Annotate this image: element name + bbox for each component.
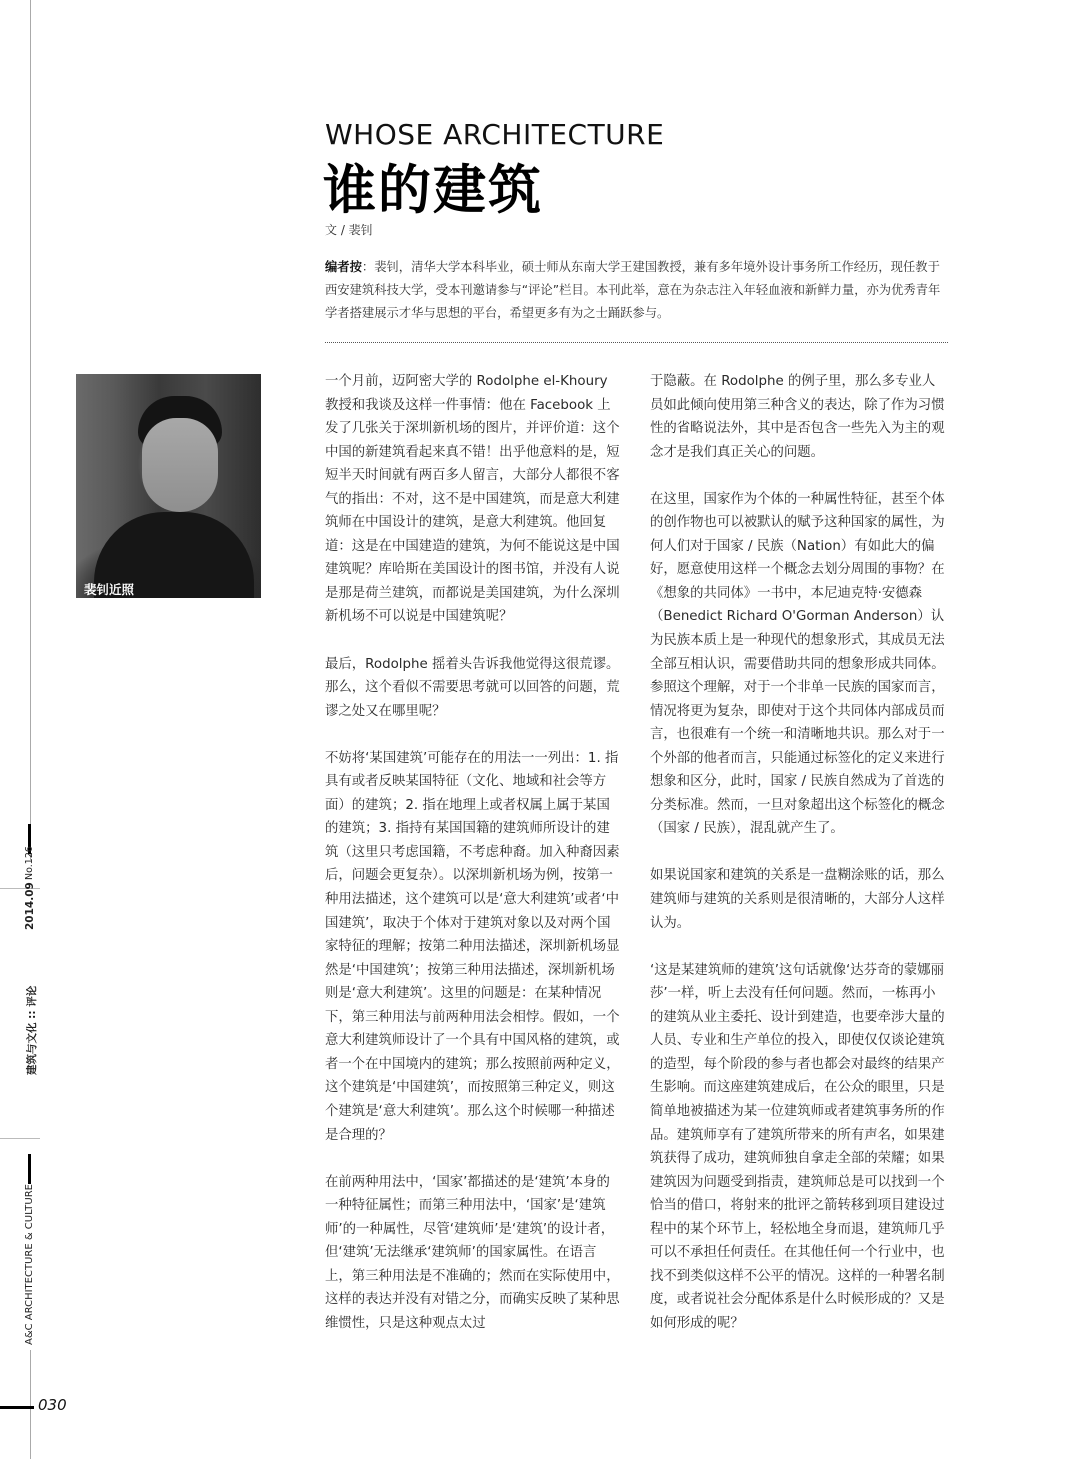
paragraph: 不妨将‘某国建筑’可能存在的用法一一列出：1. 指具有或者反映某国特征（文化、地域和社会等方面）的建筑；2. 指在地理上或者权属上属于某国的建筑；3. 指持有某国国籍的建筑师所设计的建筑（这里只考虑国籍，不考虑种裔。加入种裔因素后，问题会更复杂）。以深圳新机场为例，按第一种用法描述，这个建筑可以是‘意大利建筑’或者‘中国建筑’，取决于个体对于建筑对象以及对两个国家特征的理解；按第二种用法描述，深圳新机场显然是‘中国建筑’；按第三种用法描述，深圳新机场则是‘意大利建筑’。这里的问题是：在某种情况下，第三种用法与前两种用法会相悖。假如，一个意大利建筑师设计了一个具有中国风格的建筑，或者一个在中国境内的建筑；那么按照前两种定义，这个建筑是‘中国建筑’，而按照第三种定义，则这个建筑是‘意大利建筑’。那么这个时候哪一种描述是合理的？ <box>325 750 620 1143</box>
article-title-chinese: 谁的建筑 <box>323 160 543 221</box>
paragraph: 一个月前，迈阿密大学的 Rodolphe el-Khoury 教授和我谈及这样一件事情：他在 Facebook 上发了几张关于深圳新机场的图片，并评价道：这个中国的新建筑看起来真不错！出乎他意料的是，短短半天时间就有两百多人留言，大部分人都很不客气的指出：不对，这不是中国建筑，而是意大利建筑师在中国设计的建筑，是意大利建筑。他回复道：这是在中国建造的建筑，为何不能说这是中国建筑呢？库哈斯在美国设计的图书馆，并没有人说是那是荷兰建筑，而都说是美国建筑，为什么深圳新机场不可以说是中国建筑呢？ <box>325 374 620 625</box>
issue-number-label: No.126 <box>24 846 35 880</box>
paragraph: 如果说国家和建筑的关系是一盘糊涂账的话，那么建筑师与建筑的关系则是很清晰的，大部分人这样认为。 <box>650 868 945 931</box>
paragraph: 在前两种用法中，‘国家’都描述的是‘建筑’本身的一种特征属性；而第三种用法中，‘国家’是‘建筑师’的一种属性，尽管‘建筑师’是‘建筑’的设计者，但‘建筑’无法继承‘建筑师’的国家属性。在语言上，第三种用法是不准确的；然而在实际使用中，这样的表达并没有对错之分，而确实反映了某种思维惯性，只是这种观点太过 <box>325 1174 620 1331</box>
article-column-right <box>650 370 948 1335</box>
editor-note-label: 编者按 <box>325 260 362 274</box>
margin-line-top <box>30 0 31 860</box>
margin-rule <box>0 1138 40 1139</box>
dotted-divider <box>325 342 948 343</box>
article-column-left <box>325 370 623 1335</box>
page-number: 030 <box>38 1396 67 1414</box>
page-number-bar <box>0 1406 34 1409</box>
paragraph: 在这里，国家作为个体的一种属性特征，甚至个体的创作物也可以被默认的赋予这种国家的属性，为何人们对于国家 / 民族（Nation）有如此大的偏好，愿意使用这样一个概念去划分周围的事物？在《想象的共同体》一书中，本尼迪克特·安德森（Benedict Richard O'Gorman Anderson）认为民族本质上是一种现代的想象形式，其成员无法全部互相认识，需要借助共同的想象形成共同体。参照这个理解，对于一个非单一民族的国家而言，情况将更为复杂，即使对于这个共同体内部成员而言，也很难有一个统一和清晰地共识。那么对于一个外部的他者而言，只能通过标签化的定义来进行想象和区分，此时，国家 / 民族自然成为了首选的分类标准。然而，一旦对象超出这个标签化的概念（国家 / 民族），混乱就产生了。 <box>650 491 945 837</box>
photo-face-shape <box>142 418 218 512</box>
margin-mark-bottom <box>28 1154 31 1184</box>
byline: 文 / 裴钊 <box>325 223 373 237</box>
paragraph: ‘这是某建筑师的建筑’这句话就像‘达芬奇的蒙娜丽莎’一样，听上去没有任何问题。然而，一栋再小的建筑从业主委托、设计到建造，也要牵涉大量的人员、专业和生产单位的投入，即使仅仅谈论建筑的造型，每个阶段的参与者也都会对最终的结果产生影响。而这座建筑建成后，在公众的眼里，只是简单地被描述为某一位建筑师或者建筑事务所的作品。建筑师享有了建筑所带来的所有声名，如果建筑获得了成功，建筑师独自拿走全部的荣耀；如果建筑因为问题受到指责，建筑师总是可以找到一个恰当的借口，将射来的批评之箭转移到项目建设过程中的某个环节上，轻松地全身而退，建筑师几乎可以不承担任何责任。在其他任何一个行业中，也找不到类似这样不公平的情况。这样的一种署名制度，或者说社会分配体系是什么时候形成的？又是如何形成的呢？ <box>650 962 945 1331</box>
magazine-label: A&C ARCHITECTURE & CULTURE <box>24 1184 35 1345</box>
editor-note <box>325 256 950 326</box>
author-photo <box>76 374 261 598</box>
paragraph: 于隐蔽。在 Rodolphe 的例子里，那么多专业人员如此倾向使用第三种含义的表达，除了作为习惯性的省略说法外，其中是否包含一些先入为主的观念才是我们真正关心的问题。 <box>650 374 945 460</box>
paragraph: 最后，Rodolphe 摇着头告诉我他觉得这很荒谬。那么，这个看似不需要思考就可以回答的问题，荒谬之处又在哪里呢？ <box>325 656 620 719</box>
margin-line-bottom <box>30 1350 31 1459</box>
photo-caption: 裴钊近照 <box>84 582 135 597</box>
section-label: 建筑与文化 :: 评论 <box>26 985 38 1075</box>
issue-date-label: 2014.09 <box>24 882 36 930</box>
article-title-english: WHOSE ARCHITECTURE <box>325 118 665 151</box>
editor-note-text: ：裴钊，清华大学本科毕业，硕士师从东南大学王建国教授，兼有多年境外设计事务所工作经历，现任教于西安建筑科技大学，受本刊邀请参与“评论”栏目。本刊此举，意在为杂志注入年轻血液和新鲜力量，亦为优秀青年学者搭建展示才华与思想的平台，希望更多有为之士踊跃参与。 <box>325 260 941 321</box>
